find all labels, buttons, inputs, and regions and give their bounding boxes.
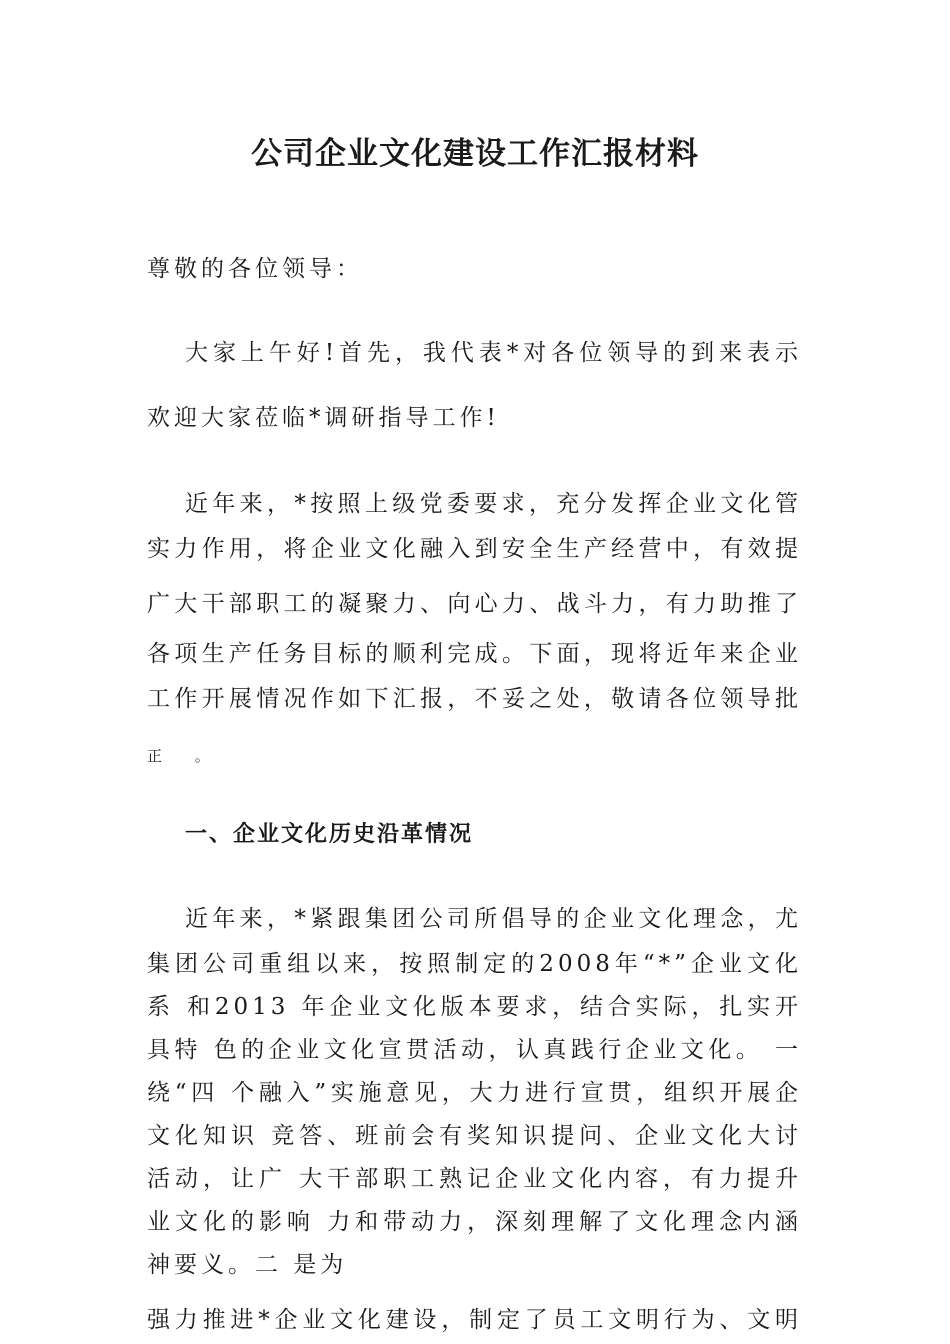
intro-line: 近年来，*按照上级党委要求，充分发挥企业文化管	[185, 491, 802, 517]
section-line: 集团公司重组以来，按照制定的2008年“*”企业文化	[147, 951, 802, 977]
section-line: 活动，让广 大干部职工熟记企业文化内容，有力提升	[147, 1166, 802, 1192]
salutation: 尊敬的各位领导：	[147, 256, 363, 282]
section-line: 业文化的影响 力和带动力，深刻理解了文化理念内涵	[147, 1209, 802, 1235]
intro-line: 广大干部职工的凝聚力、向心力、战斗力，有力助推了	[147, 591, 802, 617]
intro-tail: 正 。	[147, 747, 224, 765]
intro-line: 工作开展情况作如下汇报，不妥之处，敬请各位领导批	[147, 686, 802, 712]
section-line: 强力推进*企业文化建设，制定了员工文明行为、文明	[147, 1307, 802, 1333]
section-line: 近年来，*紧跟集团公司所倡导的企业文化理念，尤	[185, 906, 802, 932]
section-line: 具特 色的企业文化宣贯活动，认真践行企业文化。 一	[147, 1037, 802, 1063]
greeting-line: 大家上午好!首先，我代表*对各位领导的到来表示	[185, 340, 802, 366]
section-heading: 一、企业文化历史沿革情况	[185, 822, 474, 847]
section-line: 系 和2013 年企业文化版本要求，结合实际，扎实开	[147, 994, 802, 1020]
section-line: 神要义。二 是为	[147, 1252, 348, 1278]
greeting-line: 欢迎大家莅临*调研指导工作!	[147, 405, 500, 431]
section-line: 绕“四 个融入”实施意见，大力进行宣贯，组织开展企	[147, 1080, 802, 1106]
document-title: 公司企业文化建设工作汇报材料	[251, 136, 699, 172]
intro-line: 各项生产任务目标的顺利完成。下面，现将近年来企业	[147, 641, 802, 667]
intro-line: 实力作用，将企业文化融入到安全生产经营中，有效提	[147, 536, 802, 562]
section-line: 文化知识 竞答、班前会有奖知识提问、企业文化大讨	[147, 1123, 802, 1149]
